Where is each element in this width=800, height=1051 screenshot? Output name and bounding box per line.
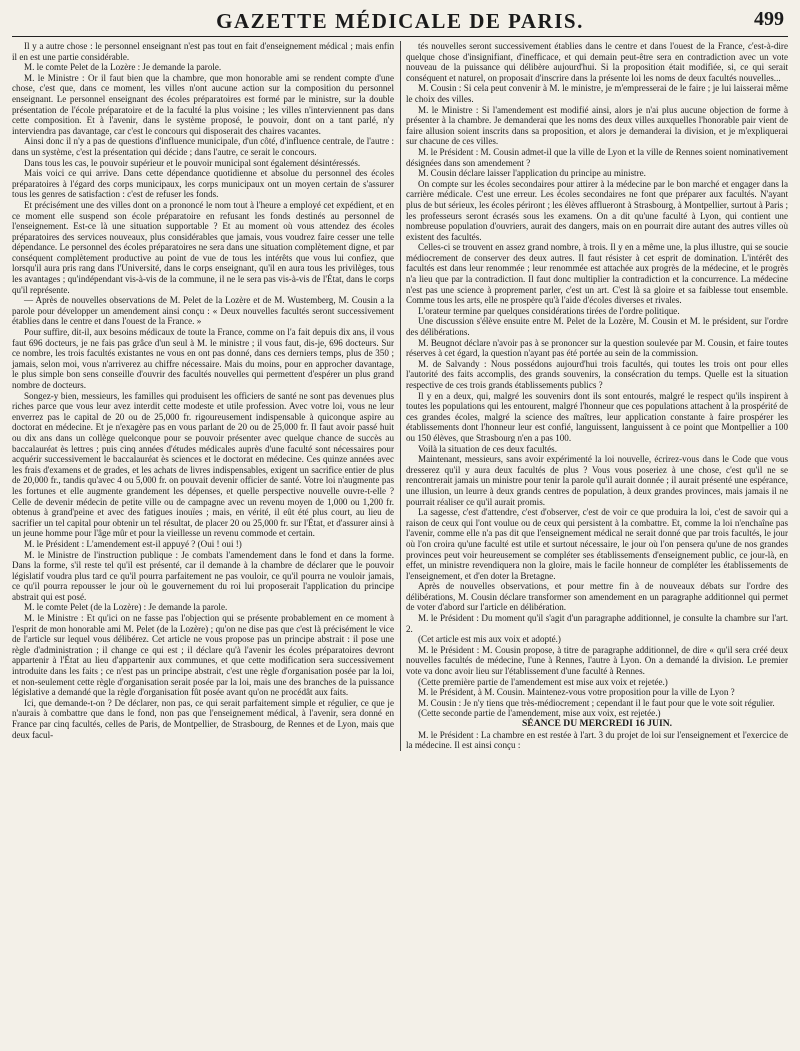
paragraph: La sagesse, c'est d'attendre, c'est d'observer, c'est de voir ce que produira la loi, c'est de savoir qui a raison de ceux qui l'ont voulue ou de ceux qui persistent à la combattre. Et, comme la loi n'enchaîne pas l'avenir, comme elle n'a pas dit que l'enseignement médical ne serait donné que par trois facultés, le jour où l'on croira qu'une faculté est utile et surtout nécessaire, le jour où l'on pensera qu'une de nos grandes provinces peut voir heureusement se compléter ses établissements d'enseignement public, ce jour-là, en effet, un ministre revendiquera non la gloire, mais le facile honneur de compléter les établissements de l'enseignement, et d'en doter la Bretagne. [406,507,788,581]
paragraph: (Cette seconde partie de l'amendement, mise aux voix, est rejetée.) [418,708,661,719]
paragraph: M. le Ministre : Et qu'ici on ne fasse pas l'objection qui se présente probablement en ce moment à l'esprit de mon honorable ami M. Pelet (de la Lozère) ; qu'on ne dise pas que c'est là précisément le vice de l'article sur lequel vous délibérez. Cet article ne vous propose pas un principe abstrait : il pose une règle d'administration ; il change ce qui est ; il déclare qu'à l'avenir les écoles préparatoires devront appartenir à l'État au lieu d'appartenir aux communes, et que cette modification sera successivement introduite dans les faits ; ce n'est pas un principe abstrait, c'est une règle d'organisation posée par la loi, et non-seulement cette règle d'organisation serait posée par la loi, mais une des branches de la puissance législative a demandé que la règle d'organisation fût posée avant qu'on ne procédât aux faits. [12,613,394,698]
paragraph: tés nouvelles seront successivement établies dans le centre et dans l'ouest de la France, c'est-à-dire quelque chose d'insignifiant, d'inefficace, et qui demain peut-être sera en contradiction avec un vote nouveau de la puissance qui délibère aujourd'hui. Si la proposition était modifiée, si, ce qui serait conséquent et naturel, on proposait d'inscrire dans la présente loi les noms de deux facultés nouvelles... [406,41,788,83]
masthead [12,8,788,37]
paragraph: Pour suffire, dit-il, aux besoins médicaux de toute la France, comme on l'a fait depuis dix ans, il vous faut 696 docteurs, je ne fais pas grâce d'un seul à M. le ministre ; il vous faut, dis-je, 696 docteurs. Sur ce nombre, les trois facultés existantes ne vous en ont pas donné, dans ces derniers temps, plus de 350 ; jamais, selon moi, vous n'arriverez au chiffre nécessaire. Mais du moins, pour en approcher davantage, le plus simple bon sens conseille d'ouvrir des facultés nouvelles qui permettent d'espérer un plus grand nombre de docteurs. [12,327,394,390]
session-heading: SÉANCE DU MERCREDI 16 JUIN. [521,718,673,729]
paragraph: Voilà la situation de ces deux facultés. [418,443,557,454]
paragraph: M. le Président : Du moment qu'il s'agit d'un paragraphe additionnel, je consulte la chambre sur l'art. 2. [406,613,788,634]
paragraph: M. le comte Pelet de la Lozère : Je demande la parole. [24,62,222,73]
left-column [12,41,394,751]
paragraph: M. Cousin déclare laisser l'application du principe au ministre. [418,168,646,179]
paragraph: M. le Président : La chambre en est restée à l'art. 3 du projet de loi sur l'enseignement et l'exercice de la médecine. Il est ainsi conçu : [406,729,788,751]
paragraph: On compte sur les écoles secondaires pour attirer à la médecine par le bon marché et engager dans la carrière médicale. C'est une erreur. Les écoles secondaires ne font que préparer aux facultés. N'ayant plus de but sérieux, les écoles périront ; les élèves afflueront à Strasbourg, à Montpellier, surtout à Paris ; les professeurs seront écrasés sous les examens. On a dit qu'une faculté à Lyon, qui contient une nombreuse population d'ouvriers, aurait des dangers, mais on en pourrait dire autant des autres villes où existent des facultés. [406,178,788,242]
paragraph: M. le Président : M. Cousin admet-il que la ville de Lyon et la ville de Rennes soient nominativement désignées dans son amendement ? [406,146,788,168]
paragraph: M. le comte Pelet (de la Lozère) : Je demande la parole. [24,602,228,613]
paragraph: Après de nouvelles observations, et pour mettre fin à de nouveaux débats sur l'ordre des délibérations, M. Cousin déclare transformer son amendement en un paragraphe additionnel qui permet de voter d'abord sur l'article en délibération. [406,581,788,613]
paragraph: Maintenant, messieurs, sans avoir expérimenté la loi nouvelle, écrirez-vous dans le Code que vous dresserez qu'il y aura deux facultés de plus ? Vous vous poseriez à une chose, c'est qu'il ne se rencontrerait jamais un ministre pour tenir la parole qu'il aurait donnée ; il aurait présenté une espérance, une illusion, un leurre à deux grands centres de population, à deux grandes provinces, mais jamais il ne pourrait réaliser ce qu'il aurait promis. [406,454,788,507]
page-number: 499 [754,8,784,30]
paragraph: L'orateur termine par quelques considérations tirées de l'ordre politique. [418,305,680,316]
paragraph: Il y a autre chose : le personnel enseignant n'est pas tout en fait d'enseignement médical ; mais enfin il en est une partie considérable. [12,41,394,62]
journal-title: GAZETTE MÉDICALE DE PARIS. [216,9,584,33]
paragraph: — Après de nouvelles observations de M. Pelet de la Lozère et de M. Wustemberg, M. Cousin a la parole pour développer un amendement ainsi conçu : « Deux nouvelles facultés seront successivement établies dans le centre et dans l'ouest de la France. » [12,295,394,327]
paragraph: Songez-y bien, messieurs, les familles qui produisent les officiers de santé ne sont pas devenues plus riches parce que vous leur avez interdit cette modeste et utile profession. Avec votre loi, vous ne leur enverrez pas le capital de 20 ou de 25,000 fr. rigoureusement indispensable à quiconque aspire au doctorat en médecine. Et je n'exagère pas en vous parlant de 20 ou de 25,000 fr. Il faut avoir passé huit ou dix ans dans un collège quelconque pour se pouvoir présenter avec quelque chance de succès au baccalauréat ès lettres ; puis cinq années d'études médicales auprès d'une faculté sont nécessaires pour acquérir successivement le baccalauréat ès sciences et le doctorat en médecine. Ces quinze années avec les frais d'examens et de grades, et les achats de livres indispensables, exigent un sacrifice entier de plus de 20,000 fr., tandis qu'avec 4 ou 5,000 fr. on pouvait devenir officier de santé. Votre loi n'augmente pas les fortunes et elle augmente grandement les dépenses, et quelle perspective nouvelle ouvre-t-elle ? Celle de devenir médecin de petite ville ou de campagne avec un revenu moyen de 1,000 ou 1,200 fr. obtenus à grand'peine et avec des fatigues inouïes ; mais, en vérité, il eût été plus court, au lieu de sacrifier un tel capital pour obtenir un tel résultat, de placer 20 ou 25,000 fr. sur l'État, et d'assurer ainsi à un jeune homme pour l'âge mûr et pour la vieillesse un revenu commode et certain. [12,390,394,539]
text-columns [12,41,788,751]
paragraph: Il y en a deux, qui, malgré les souvenirs dont ils sont entourés, malgré le respect qu'ils inspirent à toutes les populations qui les entourent, malgré l'honneur que ces populations attachent à la prospérité de ces grandes écoles, malgré la science des maîtres, leur application constante à faire prospérer les établissements dont l'honneur leur est confié, languissent, languissent à ce point que Montpellier a 100 ou 150 élèves, que Strasbourg n'en a pas 100. [406,390,788,443]
paragraph: M. le Président : L'amendement est-il appuyé ? (Oui ! oui !) [24,538,242,549]
paragraph: M. le Président : M. Cousin propose, à titre de paragraphe additionnel, de dire « qu'il sera créé deux nouvelles facultés de médecine, l'une à Rennes, l'autre à Lyon. On a demandé la division. Le premier vote va donc avoir lieu sur l'établissement d'une faculté à Rennes. [406,644,788,677]
paragraph: M. le Ministre : Si l'amendement est modifié ainsi, alors je n'ai plus aucune objection de forme à présenter à la chambre. Je demanderai que les noms des deux villes auxquelles l'honorable pair vient de faire allusion soient inscrits dans sa proposition, et alors je demanderai la division, et je m'expliquerai sur chacune de ces villes. [406,104,788,147]
paragraph: (Cette première partie de l'amendement est mise aux voix et rejetée.) [418,676,668,687]
paragraph: Mais voici ce qui arrive. Dans cette dépendance quotidienne et absolue du personnel des écoles préparatoires à l'égard des corps municipaux, les corps municipaux ont un moyen certain de s'assurer tous les genres de satisfaction : c'est de refuser les fonds. [12,168,394,200]
paragraph: M. Cousin : Si cela peut convenir à M. le ministre, je m'empresserai de le faire ; je lui laisserai même le choix des villes. [406,83,788,104]
paragraph: M. Beugnot déclare n'avoir pas à se prononcer sur la question soulevée par M. Cousin, et faire toutes réserves à cet égard, la question n'ayant pas été portée au sein de la commission. [406,337,788,359]
paragraph: (Cet article est mis aux voix et adopté.) [418,634,561,645]
paragraph: Et précisément une des villes dont on a prononcé le nom tout à l'heure a employé cet expédient, et en ce moment elle suspend son école préparatoire en refusant les fonds destinés au personnel de l'enseignement. Est-ce là une situation supportable ? Et au moment où vous attendez des écoles préparatoires des services nouveaux, plus considérables que jamais, vous voudrez faire cesser une telle dépendance. Le personnel des écoles préparatoires ne sera dans une situation complètement digne, et par conséquent complètement productive au point de vue de tous les intérêts que vous lui confiez, que lorsqu'il aura pris rang dans l'Université, dans le corps enseignant, qu'il en aura tous les privilèges, tous les avantages ; qu'indépendant vis-à-vis de la commune, il ne le sera pas vis-à-vis de l'État, dans le corps qu'il représente. [12,199,394,295]
paragraph: M. le Ministre de l'instruction publique : Je combats l'amendement dans le fond et dans la forme. Dans la forme, s'il reste tel qu'il est présenté, car il demande à la chambre de déclarer que le pouvoir législatif voudra plus tard ce qu'il pourra parfaitement ne pas vouloir, ce qu'il pourra ne vouloir jamais, ce qu'il pourra repousser le jour où le gouvernement du roi lui proposerait l'application du principe abstrait qui est posé. [12,549,394,602]
paragraph: M. le Président, à M. Cousin. Maintenez-vous votre proposition pour la ville de Lyon ? [418,687,735,698]
paragraph: Dans tous les cas, le pouvoir supérieur et le pouvoir municipal sont également désintéressés. [24,157,361,168]
paragraph: M. de Salvandy : Nous possédons aujourd'hui trois facultés, qui toutes les trois ont pour elles l'autorité des faits accomplis, des grands souvenirs, la consécration du temps. Quelle est la situation respective de ces trois grands établissements publics ? [406,358,788,390]
paragraph: Ici, que demande-t-on ? De déclarer, non pas, ce qui serait parfaitement simple et régulier, ce que je n'aurais à combattre que dans le fond, non pas que l'enseignement médical, à l'avenir, sera donné en France par cinq facultés, celles de Paris, de Montpellier, de Strasbourg, de Rennes et de Lyon, mais que deux facul- [12,697,394,740]
right-column [406,41,788,751]
paragraph: M. Cousin : Je n'y tiens que très-médiocrement ; cependant il le faut pour que le vote soit régulier. [418,697,775,708]
paragraph: Celles-ci se trouvent en assez grand nombre, à trois. Il y en a même une, la plus illustre, qui se soucie médiocrement de conserver des deux autres. Il faut résister à cet esprit de domination. L'intérêt des facultés est dans leur renommée ; leur renommée est attachée aux progrès de la médecine, et le progrès n'a lieu que par la contradiction. Il faut donc multiplier la contradiction et la concurrence. La médecine n'est pas une science à proprement parler, c'est un art. C'est là sa gloire et sa faiblesse tout ensemble. Comme tous les arts, elle ne prospère qu'à l'aide d'écoles diverses et rivales. [406,242,788,306]
paragraph: Une discussion s'élève ensuite entre M. Pelet de la Lozère, M. Cousin et M. le président, sur l'ordre des délibérations. [406,316,788,338]
paragraph: Ainsi donc il n'y a pas de questions d'influence municipale, d'un côté, d'influence centrale, de l'autre : dans un système, c'est la présentation qui décide ; dans l'autre, ce serait le concours. [12,136,394,157]
paragraph: M. le Ministre : Or il faut bien que la chambre, que mon honorable ami se rendent compte d'une chose, c'est que, dans ce moment, les villes n'ont aucune action sur la composition du personnel enseignant. Le personnel enseignant des écoles préparatoires est formé par le ministre, sur la double présentation de l'école préparatoire et de la faculté la plus voisine ; les villes n'interviennent pas dans cette composition. Et à l'avenir, dans le système proposé, le pouvoir, dont on a tant parlé, n'y interviendra pas davantage, car c'est le concours qui disposerait des chaires vacantes. [12,72,394,136]
